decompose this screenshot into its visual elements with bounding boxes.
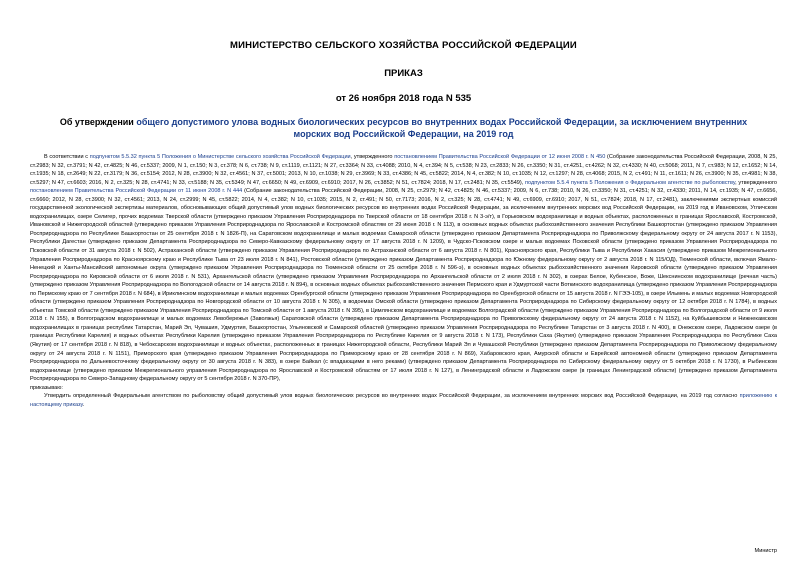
order-body	[30, 153, 777, 409]
order-title-prefix: Об утверждении	[59, 117, 137, 127]
appendix-link[interactable]: приложению к настоящему приказу	[30, 393, 777, 408]
order-title	[44, 117, 763, 140]
government-decree-450-link[interactable]: постановлением Правительства Российской Федерации от 12 июня 2008 г. N 450	[394, 154, 606, 160]
preamble-text-1: В соответствии с	[44, 154, 90, 160]
order-heading: ПРИКАЗ	[384, 68, 423, 79]
preamble-text-2: , утвержденного	[350, 154, 395, 160]
preamble-text-3: (Собрание законодательства Российской Федерации, 2008, N 25, ст.2983; N 32, ст.3791; N 42, ст.4825; N 46, ст.5337; 2009, N 1, ст.150; N 3, ст.378; N 6, ст.738; N 9, ст.1119, ст.1121; N 27, ст.3364; N 33, ст.4088; 2010, N 4, ст.394; N 5, ст.538; N 23, ст.2833; N 26, ст.3350; N 31, ст.4251, ст.4262; N 32, ст.4330; N 40, ст.5068; 2011, N 7, ст.983; N 12, ст.1652; N 14, ст.1935; N 18, ст.2649; N 22, ст.3179; N 36, ст.5154; 2012, N 28, ст.3900; N 32, ст.4561; N 37, ст.5001; 2013, N 10, ст.1038; N 29, ст.3969; N 33, ст.4386; N 45, ст.5822; 2014, N 4, ст.382; N 10, ст.1035; N 12, ст.1297; N 28, ст.4068; 2015, N 2, ст.491; N 11, ст.1611; N 26, ст.3900; N 35, ст.4981; N 38, ст.5297; N 47, ст.6603; 2016, N 2, ст.325; N 28, ст.4741; N 33, ст.5188; N 35, ст.5349; N 47, ст.6650; N 49, ст.6909, ст.6910; 2017, N 26, ст.3852; N 51, ст.7824; 2018, N 17, ст.2481; N 35, ст.5549),	[30, 154, 777, 186]
signature-title: Министр	[754, 548, 777, 554]
item1-text-1: Утвердить определенный Федеральным агентством по рыболовству общий допустимый улов водных биологических ресурсов во внутренних водах Российской Федерации, за исключением внутренних морских вод Российской Федерации, на 2019 год согласно	[44, 393, 740, 400]
ministry-heading: МИНИСТЕРСТВО СЕЛЬСКОГО ХОЗЯЙСТВА РОССИЙСКОЙ ФЕДЕРАЦИИ	[230, 40, 577, 51]
order-title-link[interactable]: общего допустимого улова водных биологических ресурсов во внутренних водах Российской Федерации, за исключением внутренних морских вод Российской Федерации, на 2019 год	[136, 117, 748, 139]
fishery-agency-regulation-link[interactable]: подпунктом 5.5.4 пункта 5 Положения о Федеральном агентстве по рыболовству	[525, 179, 736, 186]
ministry-regulation-link[interactable]: подпунктом 5.5.32 пункта 5 Положения о Министерстве сельского хозяйства Российской Федерации	[89, 154, 351, 160]
preamble-paragraph	[30, 153, 777, 384]
order-date-number: от 26 ноября 2018 года N 535	[335, 93, 472, 104]
preamble-text-4: , утвержденного	[735, 179, 778, 186]
order-item-1	[30, 392, 777, 409]
resolves-clause: приказываю:	[30, 384, 63, 391]
government-decree-444-link[interactable]: постановлением Правительства Российской Федерации от 11 июня 2008 г. N 444	[30, 188, 243, 195]
preamble-text-5: (Собрание законодательства Российской Федерации, 2008, N 25, ст.2979; N 42, ст.4825; N 46, ст.5337; 2009, N 6, ст.738; 2010, N 26, ст.3350; N 31, ст.4251; N 32, ст.4330; 2011, N 14, ст.1935; N 47, ст.6656, ст.6660; 2012, N 28, ст.3900; N 32, ст.4561; 2013, N 24, ст.2999; N 45, ст.5822; 2014, N 4, ст.382; N 10, ст.1035; 2015, N 2, ст.491; N 50, ст.7173; 2016, N 2, ст.325; N 28, ст.4741; N 49, ст.6909, ст.6910; 2017, N 51, ст.7824; 2018, N 17, ст.2481), заключениями экспертных комиссий государственной экологической экспертизы материалов, обосновывающих общий допустимый улов водных биологических ресурсов во внутренних водах Российской Федерации, за исключением внутренних морских вод Российской Федерации, на 2019 год в Ивановском, Угличском водохранилищах, озере Селигер, прочих водоемах Тверской области (утверждено приказом Управления Росприроднадзора по Тверской области от 18 сентября 2018 г. N 3-э/т), в Горьковском водохранилище и водных объектах, расположенных в границах Ярославской, Костромской, Ивановской и Нижегородской областей (утверждено приказом Управления Росприроднадзора по Ярославской и Костромской областям от 29 июня 2018 г. N 113), в основных водных объектах рыбохозяйственного значения Республики Башкортостан (утверждено приказом Управления Росприроднадзора по Республике Башкортостан от 25 сентября 2018 г. N 1826-П), на Саратовском водохранилище и малых водоемах Самарской области (утверждено приказом Департамента Росприроднадзора по Приволжскому федеральному округу от 24 августа 2017 г. N 1153), Республики Дагестан (утверждено приказом Департамента Росприроднадзора по Северо-Кавказскому федеральному округу от 17 августа 2018 г. N 1209), в Чудско-Псковском озере и малых водоемах Псковской области (утверждено приказом Управления Росприроднадзора по Псковской области от 31 августа 2018 г. N 502), Астраханской области (утверждено приказом Управления Росприроднадзора по Астраханской области от 6 августа 2018 г. N 801), Красноярского края, Республики Тыва и Республики Хакасия (утверждено приказом Межрегионального Управления Росприроднадзора по Красноярскому краю и Республике Тыва от 23 июля 2018 г. N 841), Ростовской области (утверждено приказом Департамента Росприроднадзора по Южному федеральному округу от 2 августа 2018 г. N 115/ОД), Тюменской области, включая Ямало-Ненецкий и Ханты-Мансийский автономные округа (утверждено приказом Управления Росприроднадзора по Тюменской области от 25 октября 2018 г. N 596-э), в основных водных объектах рыбохозяйственного значения Кировской области (утверждено приказом Управления Росприроднадзора по Кировской области от 6 июля 2018 г. N 531), Архангельской области (утверждено приказом Управления Росприроднадзора по Архангельской области от 2 июля 2018 г. N 302), в озерах Белое, Кубенское, Воже, Шекснинском водохранилище (речная часть) (утверждено приказом Управления Росприроднадзора по Вологодской области от 14 августа 2018 г. N 894), в основных водных объектах рыбохозяйственного значения Пермского края и Удмуртской части Воткинского водохранилища (утверждено приказом Управления Росприроднадзора по Пермскому краю от 7 сентября 2018 г. N 684), в Ириклинском водохранилище и малых водоемах Оренбургской области (утверждено приказом Управления Росприроднадзора по Оренбургской области от 15 августа 2018 г. N ГЭЭ-105), в озере Ильмень и малых водоемах Новгородской области (утверждено приказом Управления Росприроднадзора по Новгородской области от 10 августа 2018 г. N 305), в водоемах Омской области (утверждено приказом Департамента Росприроднадзора по Сибирскому федеральному округу от 12 октября 2018 г. N 1784), в водных объектах Томской области (утверждено приказом Управления Росприроднадзора по Томской области от 1 августа 2018 г. N 395), в Цимлянском водохранилище и водоемах Волгоградской области (утверждено приказом Управления Росприроднадзора по Волгоградской области от 9 июля 2018 г. N 155), в Волгоградском водохранилище и малых водоемах Левобережья (Заволжья) Саратовской области (утверждено приказом Департамента Росприроднадзора по Приволжскому федеральному округу от 24 августа 2018 г. N 1152), на Куйбышевском и Нижнекамском водохранилищах в границах республик Татарстан, Марий Эл, Чувашия, Удмуртия, Башкортостан, Ульяновской и Самарской областей (утверждено приказом Управления Росприроднадзора по Республике Татарстан от 3 августа 2018 г. N 400), в Онежском озере, Ладожском озере (в границах Республики Карелия) и водных объектах Республики Карелия (утверждено приказом Управления Росприроднадзора по Республике Карелия от 9 августа 2018 г. N 173), Республики Саха (Якутия) (утверждено приказом Управления Росприроднадзора по Республике Саха (Якутия) от 17 сентября 2018 г. N 818), в Чебоксарском водохранилище и водных объектах, расположенных в границах Нижегородской области, Республики Марий Эл и Чувашской Республики (утверждено приказом Департамента Росприроднадзора по Приволжскому федеральному округу от 24 августа 2018 г. N 1151), Приморского края (утверждено приказом Управления Росприроднадзора по Приморскому краю от 28 сентября 2018 г. N 869), Хабаровского края, Амурской области и Еврейской автономной области (утверждено приказом Департамента Росприроднадзора по Дальневосточному федеральному округу от 30 августа 2018 г. N 383), в озере Байкал (с впадающими в него реками) (утверждено приказом Департамента Росприроднадзора по Сибирскому федеральному округу от 5 октября 2018 г. N 1730), в Рыбинском водохранилище (утверждено приказом Межрегионального управления Росприроднадзора по Ярославской и Костромской областям от 17 июля 2018 г. N 127), в Ленинградской области и Ладожском озере (в границах Ленинградской области) (утверждено приказом Департамента Росприроднадзора по Северо-Западному федеральному округу от 5 сентября 2018 г. N 370-ПР),	[30, 188, 777, 383]
item1-text-2: .	[82, 401, 85, 408]
